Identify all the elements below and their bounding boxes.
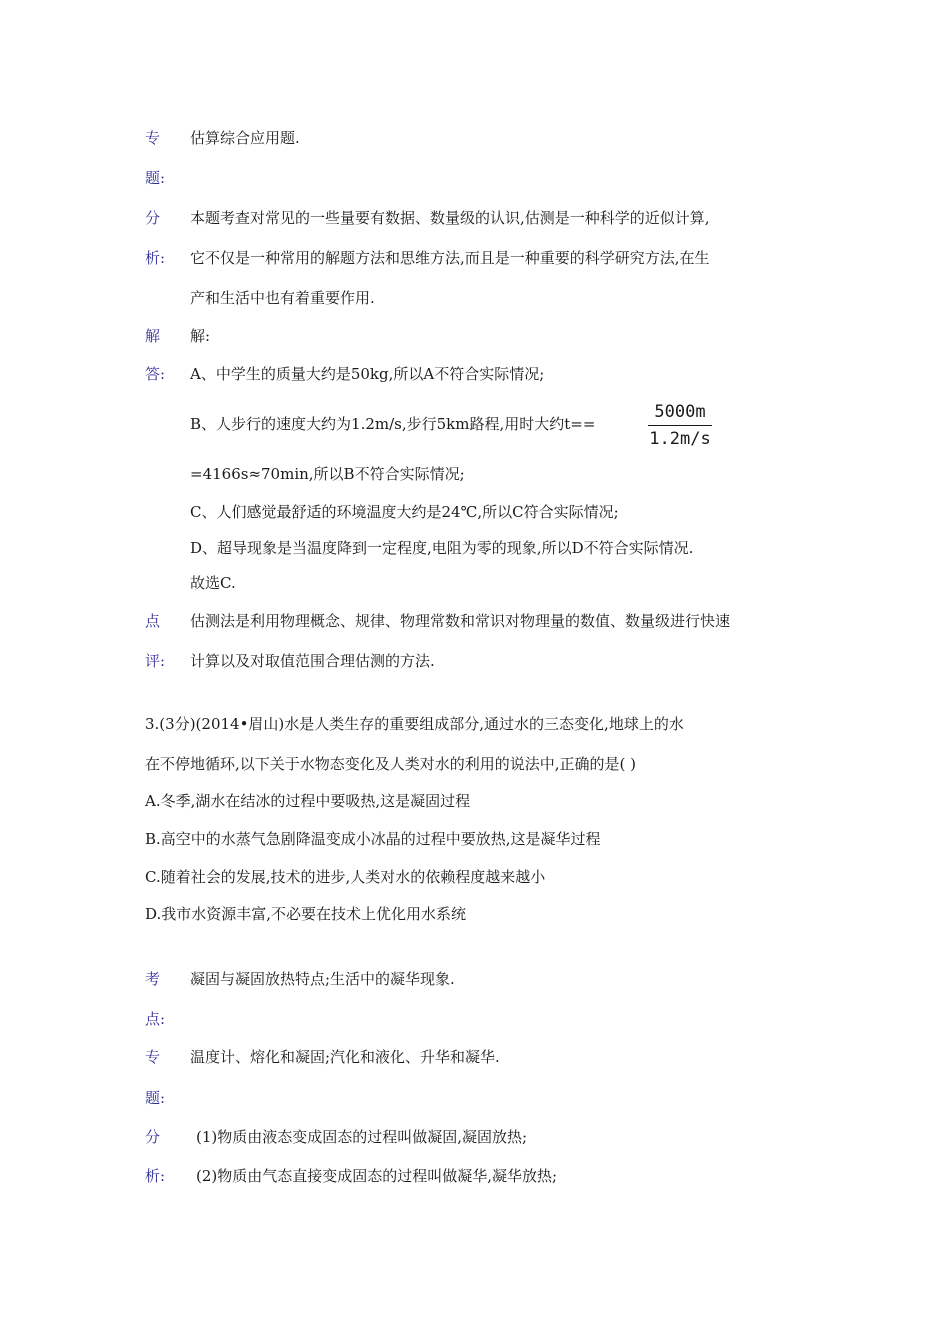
q3-fenxi-line-1: (1)物质由液态变成固态的过程叫做凝固,凝固放热;	[196, 1128, 528, 1146]
zhuanti-text: 估算综合应用题.	[190, 129, 300, 147]
jieda-label-bottom: 答:	[145, 365, 166, 383]
zhuanti-label-top: 专	[145, 129, 161, 147]
jieda-answer: 故选C.	[190, 574, 236, 592]
kaodian-label-bottom: 点:	[145, 1010, 166, 1028]
dianping-line-2: 计算以及对取值范围合理估测的方法.	[190, 652, 435, 670]
fenxi-label-bottom: 析:	[145, 249, 166, 267]
jieda-line-b-cont: =4166s≈70min,所以B不符合实际情况;	[190, 465, 465, 483]
q3-option-b: B.高空中的水蒸气急剧降温变成小冰晶的过程中要放热,这是凝华过程	[145, 830, 601, 848]
q3-fenxi-label-bottom: 析:	[145, 1167, 166, 1185]
zhuanti-label-bottom: 题:	[145, 169, 166, 187]
fenxi-label-top: 分	[145, 209, 161, 227]
fraction	[648, 402, 712, 449]
fraction-numerator: 5000m	[654, 402, 706, 422]
q3-stem-line-1: 3.(3分)(2014•眉山)水是人类生存的重要组成部分,通过水的三态变化,地球上的水	[145, 715, 684, 733]
q3-zhuanti-label-bottom: 题:	[145, 1089, 166, 1107]
jieda-line-1: 解:	[190, 327, 211, 345]
dianping-label-top: 点	[145, 612, 161, 630]
kaodian-label-top: 考	[145, 970, 161, 988]
q3-zhuanti-label-top: 专	[145, 1048, 161, 1066]
fenxi-line-1: 本题考查对常见的一些量要有数据、数量级的认识,估测是一种科学的近似计算,	[190, 209, 710, 227]
jieda-line-d: D、超导现象是当温度降到一定程度,电阻为零的现象,所以D不符合实际情况.	[190, 539, 694, 557]
q3-option-c: C.随着社会的发展,技术的进步,人类对水的依赖程度越来越小	[145, 868, 546, 886]
fraction-denominator: 1.2m/s	[649, 429, 711, 449]
jieda-line-b: B、人步行的速度大约为1.2m/s,步行5km路程,用时大约t==	[190, 415, 596, 433]
fraction-bar	[648, 425, 712, 426]
fenxi-line-3: 产和生活中也有着重要作用.	[190, 289, 375, 307]
q3-stem-line-2: 在不停地循环,以下关于水物态变化及人类对水的利用的说法中,正确的是( )	[145, 755, 637, 773]
q3-fenxi-label-top: 分	[145, 1128, 161, 1146]
jieda-label-top: 解	[145, 327, 161, 345]
dianping-line-1: 估测法是利用物理概念、规律、物理常数和常识对物理量的数值、数量级进行快速	[190, 612, 731, 630]
fenxi-line-2: 它不仅是一种常用的解题方法和思维方法,而且是一种重要的科学研究方法,在生	[190, 249, 710, 267]
q3-fenxi-line-2: (2)物质由气态直接变成固态的过程叫做凝华,凝华放热;	[196, 1167, 558, 1185]
q3-zhuanti-text: 温度计、熔化和凝固;汽化和液化、升华和凝华.	[190, 1048, 500, 1066]
jieda-line-c: C、人们感觉最舒适的环境温度大约是24℃,所以C符合实际情况;	[190, 503, 619, 521]
q3-option-a: A.冬季,湖水在结冰的过程中要吸热,这是凝固过程	[145, 792, 471, 810]
dianping-label-bottom: 评:	[145, 652, 166, 670]
kaodian-text: 凝固与凝固放热特点;生活中的凝华现象.	[190, 970, 455, 988]
jieda-line-a: A、中学生的质量大约是50kg,所以A不符合实际情况;	[190, 365, 545, 383]
q3-option-d: D.我市水资源丰富,不必要在技术上优化用水系统	[145, 905, 467, 923]
